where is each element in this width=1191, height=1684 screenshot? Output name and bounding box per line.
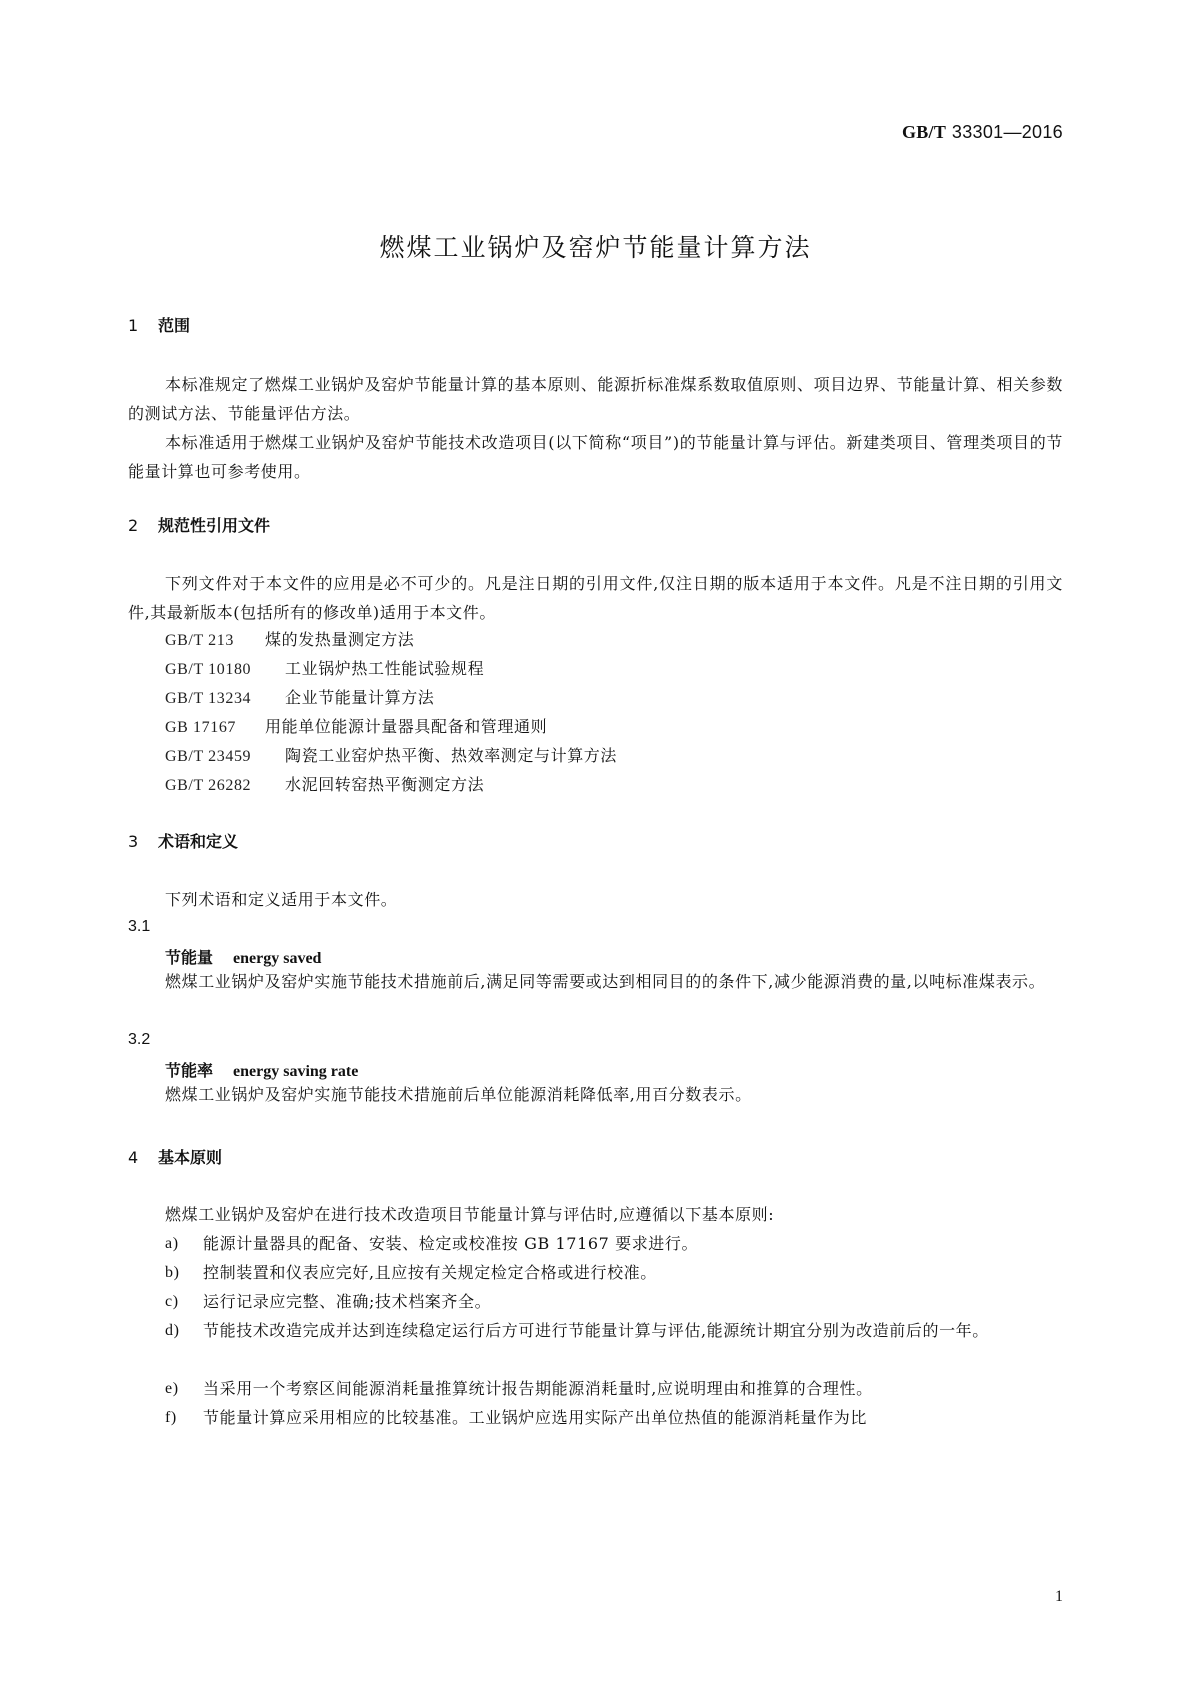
item-label: f) xyxy=(165,1409,177,1426)
reference-title: 用能单位能源计量器具配备和管理通则 xyxy=(265,717,548,736)
principle-item xyxy=(165,1403,1063,1432)
reference-title: 陶瓷工业窑炉热平衡、热效率测定与计算方法 xyxy=(285,746,618,765)
standard-code xyxy=(902,122,1063,143)
reference-item xyxy=(165,712,547,742)
reference-title: 煤的发热量测定方法 xyxy=(265,630,415,649)
section-1-heading xyxy=(128,313,190,336)
reference-code: GB/T 23459 xyxy=(165,748,252,765)
principle-item xyxy=(165,1287,1063,1316)
item-label: a) xyxy=(165,1235,179,1252)
term-en: energy saving rate xyxy=(233,1063,359,1080)
reference-title: 工业锅炉热工性能试验规程 xyxy=(285,659,485,678)
section-title: 术语和定义 xyxy=(158,832,239,851)
item-text: 运行记录应完整、准确;技术档案齐全。 xyxy=(203,1292,492,1311)
item-text: 能源计量器具的配备、安装、检定或校准按 GB 17167 要求进行。 xyxy=(203,1234,699,1253)
item-label: e) xyxy=(165,1380,179,1397)
term-cn: 节能量 xyxy=(165,948,214,967)
item-label: c) xyxy=(165,1293,179,1310)
reference-item xyxy=(165,683,434,713)
term-number: 3.1 xyxy=(128,918,151,935)
section-number: 1 xyxy=(128,316,139,335)
item-text: 当采用一个考察区间能源消耗量推算统计报告期能源消耗量时,应说明理由和推算的合理性。 xyxy=(203,1379,873,1398)
section-title: 基本原则 xyxy=(158,1148,223,1167)
reference-title: 水泥回转窑热平衡测定方法 xyxy=(285,775,485,794)
item-text: 节能量计算应采用相应的比较基准。工业锅炉应选用实际产出单位热值的能源消耗量作为比 xyxy=(203,1408,868,1427)
reference-code: GB/T 26282 xyxy=(165,777,252,794)
references-intro: 下列文件对于本文件的应用是必不可少的。凡是注日期的引用文件,仅注日期的版本适用于本文件。凡是不注日期的引用文件,其最新版本(包括所有的修改单)适用于本文件。 xyxy=(128,574,1063,622)
principles-intro: 燃煤工业锅炉及窑炉在进行技术改造项目节能量计算与评估时,应遵循以下基本原则: xyxy=(165,1205,775,1224)
term-heading xyxy=(165,945,321,968)
term-definition: 燃煤工业锅炉及窑炉实施节能技术措施前后,满足同等需要或达到相同目的的条件下,减少能源消费的量,以吨标准煤表示。 xyxy=(165,972,1046,991)
section-number: 4 xyxy=(128,1148,139,1167)
standard-number: 33301—2016 xyxy=(951,122,1063,142)
reference-item xyxy=(165,741,617,771)
reference-code: GB/T 213 xyxy=(165,632,234,649)
principle-item xyxy=(165,1374,1063,1403)
term-definition: 燃煤工业锅炉及窑炉实施节能技术措施前后单位能源消耗降低率,用百分数表示。 xyxy=(165,1085,752,1104)
term-heading xyxy=(165,1058,358,1081)
term-cn: 节能率 xyxy=(165,1061,214,1080)
reference-code: GB/T 10180 xyxy=(165,661,252,678)
page-number: 1 xyxy=(1055,1588,1063,1605)
term-number: 3.2 xyxy=(128,1031,151,1048)
reference-item xyxy=(165,654,484,684)
section-title: 规范性引用文件 xyxy=(158,516,271,535)
terms-intro: 下列术语和定义适用于本文件。 xyxy=(165,890,398,909)
section-number: 2 xyxy=(128,516,139,535)
scope-paragraph-1: 本标准规定了燃煤工业锅炉及窑炉节能量计算的基本原则、能源折标准煤系数取值原则、项目边界、节能量计算、相关参数的测试方法、节能量评估方法。 xyxy=(128,375,1063,423)
principle-item xyxy=(165,1229,1063,1258)
item-label: d) xyxy=(165,1322,180,1339)
reference-item xyxy=(165,625,414,655)
reference-code: GB/T 13234 xyxy=(165,690,252,707)
principle-item xyxy=(165,1258,1063,1287)
reference-title: 企业节能量计算方法 xyxy=(285,688,435,707)
reference-code: GB 17167 xyxy=(165,719,237,736)
section-4-heading xyxy=(128,1145,222,1168)
scope-paragraph-2: 本标准适用于燃煤工业锅炉及窑炉节能技术改造项目(以下简称“项目”)的节能量计算与评估。新建类项目、管理类项目的节能量计算也可参考使用。 xyxy=(128,433,1063,481)
section-2-heading xyxy=(128,513,270,536)
document-title: 燃煤工业锅炉及窑炉节能量计算方法 xyxy=(379,233,812,262)
section-3-heading xyxy=(128,829,238,852)
term-en: energy saved xyxy=(233,950,322,967)
item-label: b) xyxy=(165,1264,180,1281)
standard-prefix: GB/T xyxy=(901,122,947,142)
section-number: 3 xyxy=(128,832,139,851)
item-text: 控制装置和仪表应完好,且应按有关规定检定合格或进行校准。 xyxy=(203,1263,657,1282)
section-title: 范围 xyxy=(158,316,191,335)
reference-item xyxy=(165,770,484,800)
principle-item xyxy=(165,1316,1063,1345)
item-text: 节能技术改造完成并达到连续稳定运行后方可进行节能量计算与评估,能源统计期宜分别为改造前后的一年。 xyxy=(203,1321,989,1340)
